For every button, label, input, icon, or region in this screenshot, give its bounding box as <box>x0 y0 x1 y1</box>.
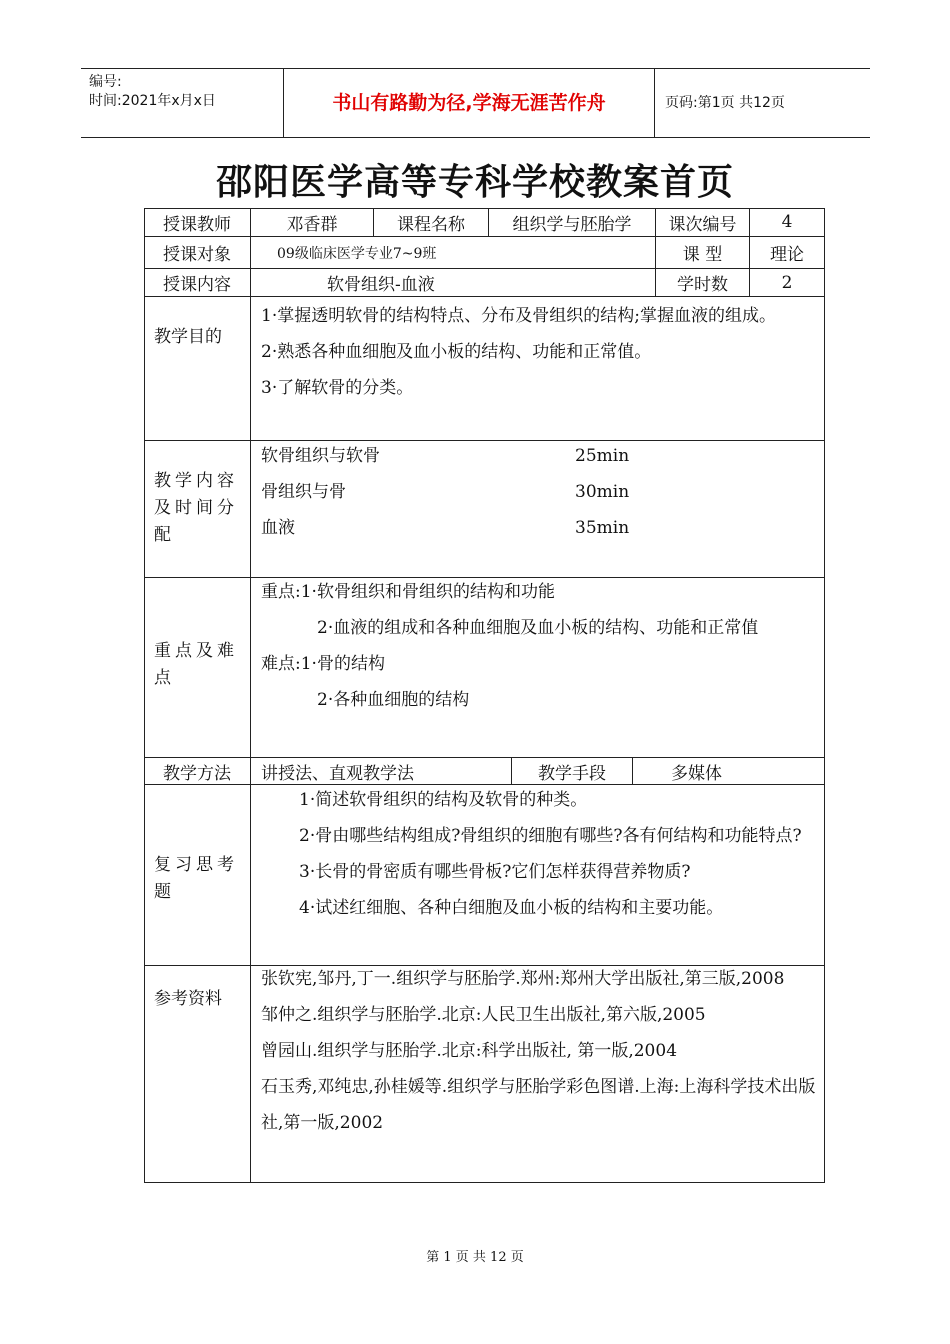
schedule-row <box>261 438 818 474</box>
objective-item: 1·掌握透明软骨的结构特点、分布及骨组织的结构;掌握血液的组成。 <box>261 306 776 326</box>
schedule-time: 30min <box>575 482 630 502</box>
difficulty-1: 难点:1·骨的结构 <box>261 654 385 674</box>
reference-item: 石玉秀,邓纯忠,孙桂媛等.组织学与胚胎学彩色图谱.上海:上海科学技术出版社,第一版,2002 <box>261 1077 816 1133</box>
hours-value: 2 <box>781 272 793 293</box>
methods-label: 教学方法 <box>163 763 231 784</box>
lesson-no-value: 4 <box>781 212 793 232</box>
objective-item: 3·了解软骨的分类。 <box>261 378 414 398</box>
review-item: 3·长骨的骨密质有哪些骨板?它们怎样获得营养物质? <box>299 862 691 882</box>
type-value: 理论 <box>770 245 804 265</box>
schedule-topic: 骨组织与骨 <box>261 482 346 502</box>
teacher-label: 授课教师 <box>163 214 231 235</box>
number-label: 编号: <box>89 74 122 90</box>
header-page-info: 页码:第1页 共12页 <box>665 95 785 111</box>
reference-item: 邹仲之.组织学与胚胎学.北京:人民卫生出版社,第六版,2005 <box>261 1005 706 1025</box>
reference-item: 曾园山.组织学与胚胎学.北京:科学出版社, 第一版,2004 <box>261 1041 678 1061</box>
page-footer: 第 1 页 共 12 页 <box>426 1250 524 1265</box>
hours-label: 学时数 <box>677 275 728 295</box>
course-value: 组织学与胚胎学 <box>512 214 632 235</box>
schedule-list <box>251 438 824 546</box>
teacher-value: 邓香群 <box>286 214 338 235</box>
lesson-no-label: 课次编号 <box>668 214 737 235</box>
methods-value: 讲授法、直观教学法 <box>261 763 414 784</box>
key-points-label: 重点及难点 <box>154 641 238 688</box>
review-list <box>251 782 824 926</box>
objectives-list <box>251 298 824 406</box>
schedule-topic: 软骨组织与软骨 <box>261 446 380 466</box>
header-motto: 书山有路勤为径,学海无涯苦作舟 <box>283 69 655 137</box>
type-label: 课 型 <box>682 245 723 265</box>
key-point-2: 2·血液的组成和各种血细胞及血小板的结构、功能和正常值 <box>317 618 759 638</box>
review-item: 4·试述红细胞、各种白细胞及血小板的结构和主要功能。 <box>299 898 724 918</box>
references-label: 参考资料 <box>154 989 222 1009</box>
page-title: 邵阳医学高等专科学校教案首页 <box>215 162 734 203</box>
key-point-1: 重点:1·软骨组织和骨组织的结构和功能 <box>261 582 555 602</box>
audience-label: 授课对象 <box>163 245 231 265</box>
schedule-row <box>261 510 818 546</box>
references-list <box>251 961 824 1141</box>
schedule-row <box>261 474 818 510</box>
difficulty-2: 2·各种血细胞的结构 <box>317 690 470 710</box>
content-value: 软骨组织-血液 <box>327 275 435 295</box>
schedule-time: 35min <box>575 518 630 538</box>
objective-item: 2·熟悉各种血细胞及血小板的结构、功能和正常值。 <box>261 342 652 362</box>
review-item: 1·简述软骨组织的结构及软骨的种类。 <box>299 790 588 810</box>
header-meta <box>81 69 283 137</box>
schedule-label: 教学内容及时间分配 <box>154 471 238 545</box>
course-label: 课程名称 <box>397 214 465 235</box>
page-header <box>81 68 870 138</box>
content-label: 授课内容 <box>163 275 231 295</box>
reference-item: 张钦宪,邹丹,丁一.组织学与胚胎学.郑州:郑州大学出版社,第三版,2008 <box>261 969 785 989</box>
means-value: 多媒体 <box>671 763 722 784</box>
lesson-plan-table <box>144 208 825 1183</box>
review-label: 复习思考题 <box>154 855 238 902</box>
schedule-time: 25min <box>575 446 630 466</box>
means-label: 教学手段 <box>538 763 606 784</box>
objectives-label: 教学目的 <box>154 327 222 347</box>
audience-value: 09级临床医学专业7~9班 <box>277 245 437 262</box>
review-item: 2·骨由哪些结构组成?骨组织的细胞有哪些?各有何结构和功能特点? <box>299 826 802 846</box>
key-points-body <box>251 574 824 718</box>
schedule-topic: 血液 <box>261 518 295 538</box>
time-label: 时间:2021年x月x日 <box>89 93 216 109</box>
